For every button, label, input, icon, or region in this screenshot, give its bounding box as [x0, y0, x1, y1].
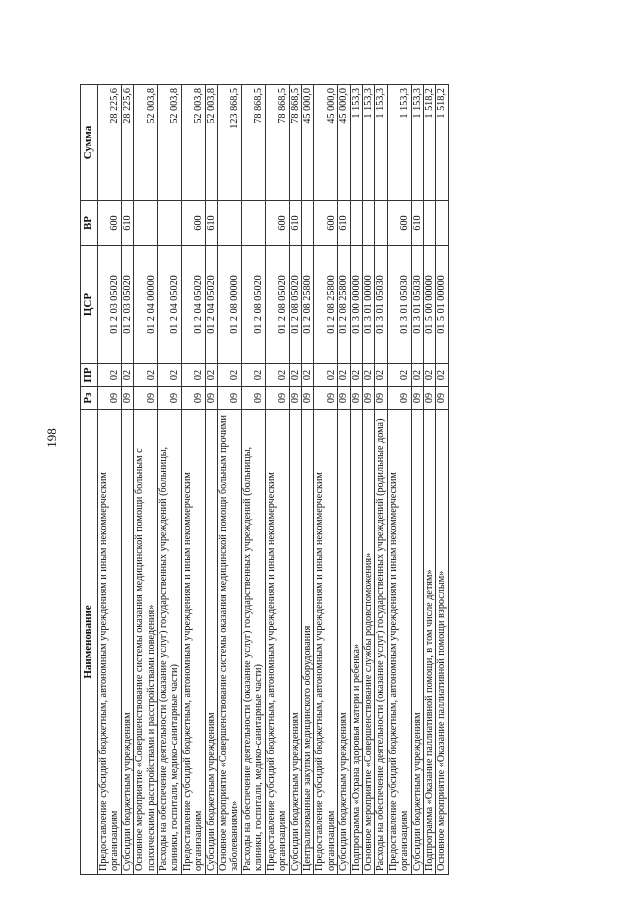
cell-csr: 01 2 08 25800	[338, 246, 350, 364]
cell-vr	[423, 201, 435, 246]
table-row	[289, 85, 301, 875]
cell-vr	[350, 201, 362, 246]
cell-name: Подпрограмма «Оказание паллиативной помощи, в том числе детям»	[423, 410, 435, 875]
header-rz: Рз	[81, 387, 98, 410]
cell-vr	[218, 201, 242, 246]
cell-csr: 01 2 03 05020	[98, 246, 122, 364]
cell-name: Основное мероприятие «Совершенствование службы родовспоможения»	[362, 410, 374, 875]
cell-rz: 09	[423, 387, 435, 410]
table-row	[134, 85, 158, 875]
cell-rz: 09	[362, 387, 374, 410]
table-row	[158, 85, 182, 875]
cell-csr: 01 2 04 05020	[205, 246, 217, 364]
cell-rz: 09	[411, 387, 423, 410]
table-row	[362, 85, 374, 875]
cell-csr: 01 2 08 00000	[218, 246, 242, 364]
header-sum: Сумма	[81, 85, 98, 201]
cell-vr	[375, 201, 387, 246]
table-body	[98, 85, 449, 875]
cell-pr: 02	[158, 364, 182, 387]
cell-sum: 28 225,6	[98, 85, 122, 201]
page-number: 198	[44, 428, 59, 448]
cell-vr	[134, 201, 158, 246]
cell-name: Предоставление субсидий бюджетным, автономным учреждениям и иным некоммерческим организациям	[265, 410, 289, 875]
cell-pr: 02	[301, 364, 313, 387]
cell-name: Субсидии бюджетным учреждениям	[289, 410, 301, 875]
cell-name: Подпрограмма «Охрана здоровья матери и ребенка»	[350, 410, 362, 875]
cell-pr: 02	[314, 364, 338, 387]
cell-rz: 09	[134, 387, 158, 410]
cell-pr: 02	[423, 364, 435, 387]
table-row	[436, 85, 448, 875]
cell-rz: 09	[181, 387, 205, 410]
cell-name: Основное мероприятие «Совершенствование системы оказания медицинской помощи больным прочими заболеваниями»	[218, 410, 242, 875]
cell-vr: 600	[181, 201, 205, 246]
table-row	[314, 85, 338, 875]
table-row	[338, 85, 350, 875]
table-row	[265, 85, 289, 875]
cell-vr: 600	[387, 201, 411, 246]
cell-sum: 1 518,2	[436, 85, 448, 201]
cell-rz: 09	[158, 387, 182, 410]
cell-sum: 1 153,3	[411, 85, 423, 201]
cell-pr: 02	[181, 364, 205, 387]
cell-sum: 52 003,8	[134, 85, 158, 201]
cell-rz: 09	[98, 387, 122, 410]
table-header-row	[81, 85, 98, 875]
cell-name: Предоставление субсидий бюджетным, автономным учреждениям и иным некоммерческим организациям	[98, 410, 122, 875]
cell-pr: 02	[350, 364, 362, 387]
cell-sum: 78 868,5	[265, 85, 289, 201]
cell-name: Предоставление субсидий бюджетным, автономным учреждениям и иным некоммерческим организациям	[181, 410, 205, 875]
cell-pr: 02	[362, 364, 374, 387]
table-row	[218, 85, 242, 875]
cell-sum: 45 000,0	[301, 85, 313, 201]
table-row	[375, 85, 387, 875]
cell-sum: 52 003,8	[205, 85, 217, 201]
cell-name: Централизованные закупки медицинского оборудования	[301, 410, 313, 875]
cell-sum: 52 003,8	[158, 85, 182, 201]
cell-rz: 09	[350, 387, 362, 410]
cell-rz: 09	[289, 387, 301, 410]
cell-csr: 01 5 00 00000	[423, 246, 435, 364]
cell-sum: 1 518,2	[423, 85, 435, 201]
header-csr: ЦСР	[81, 246, 98, 364]
cell-sum: 1 153,3	[375, 85, 387, 201]
cell-rz: 09	[436, 387, 448, 410]
cell-name: Расходы на обеспечение деятельности (оказание услуг) государственных учреждений (больницы, клиники, госпитали, медико-санитарные части)	[158, 410, 182, 875]
cell-sum: 45 000,0	[314, 85, 338, 201]
cell-csr: 01 3 01 05030	[387, 246, 411, 364]
cell-csr: 01 5 01 00000	[436, 246, 448, 364]
table-row	[411, 85, 423, 875]
cell-pr: 02	[205, 364, 217, 387]
table-row	[121, 85, 133, 875]
cell-sum: 1 153,3	[350, 85, 362, 201]
cell-csr: 01 3 01 00000	[362, 246, 374, 364]
cell-vr: 610	[121, 201, 133, 246]
cell-csr: 01 3 00 00000	[350, 246, 362, 364]
cell-pr: 02	[338, 364, 350, 387]
cell-csr: 01 2 08 25800	[314, 246, 338, 364]
cell-csr: 01 3 01 05030	[411, 246, 423, 364]
cell-vr	[241, 201, 265, 246]
cell-csr: 01 2 08 05020	[241, 246, 265, 364]
cell-pr: 02	[241, 364, 265, 387]
cell-sum: 52 003,8	[181, 85, 205, 201]
cell-csr: 01 2 03 05020	[121, 246, 133, 364]
cell-vr: 610	[205, 201, 217, 246]
cell-csr: 01 2 08 05020	[289, 246, 301, 364]
table-row	[205, 85, 217, 875]
cell-name: Основное мероприятие «Оказание паллиативной помощи взрослым»	[436, 410, 448, 875]
cell-vr: 600	[265, 201, 289, 246]
cell-vr	[301, 201, 313, 246]
header-pr: ПР	[81, 364, 98, 387]
cell-vr: 610	[338, 201, 350, 246]
cell-csr: 01 2 04 00000	[134, 246, 158, 364]
table-row	[387, 85, 411, 875]
cell-vr: 600	[98, 201, 122, 246]
table-row	[423, 85, 435, 875]
cell-vr: 610	[289, 201, 301, 246]
cell-sum: 28 225,6	[121, 85, 133, 201]
cell-rz: 09	[241, 387, 265, 410]
cell-pr: 02	[134, 364, 158, 387]
cell-pr: 02	[411, 364, 423, 387]
cell-pr: 02	[218, 364, 242, 387]
cell-vr	[436, 201, 448, 246]
cell-name: Основное мероприятие «Совершенствование системы оказания медицинской помощи больным с психическими расстройствами и расстройствами поведения»	[134, 410, 158, 875]
cell-sum: 123 868,5	[218, 85, 242, 201]
budget-table	[80, 84, 449, 875]
cell-csr: 01 3 01 05030	[375, 246, 387, 364]
table-row	[181, 85, 205, 875]
cell-name: Субсидии бюджетным учреждениям	[205, 410, 217, 875]
cell-vr	[158, 201, 182, 246]
cell-rz: 09	[387, 387, 411, 410]
cell-name: Предоставление субсидий бюджетным, автономным учреждениям и иным некоммерческим организациям	[387, 410, 411, 875]
cell-rz: 09	[265, 387, 289, 410]
cell-pr: 02	[121, 364, 133, 387]
cell-rz: 09	[314, 387, 338, 410]
table-row	[350, 85, 362, 875]
table-row	[98, 85, 122, 875]
cell-rz: 09	[375, 387, 387, 410]
cell-name: Субсидии бюджетным учреждениям	[338, 410, 350, 875]
header-name: Наименование	[81, 410, 98, 875]
cell-sum: 1 153,3	[362, 85, 374, 201]
cell-vr: 600	[314, 201, 338, 246]
cell-name: Расходы на обеспечение деятельности (оказание услуг) государственных учреждений (больницы, клиники, госпитали, медико-санитарные части)	[241, 410, 265, 875]
cell-sum: 45 000,0	[338, 85, 350, 201]
cell-rz: 09	[205, 387, 217, 410]
cell-sum: 1 153,3	[387, 85, 411, 201]
cell-pr: 02	[387, 364, 411, 387]
cell-csr: 01 2 08 25800	[301, 246, 313, 364]
cell-vr: 610	[411, 201, 423, 246]
cell-pr: 02	[289, 364, 301, 387]
cell-rz: 09	[338, 387, 350, 410]
cell-rz: 09	[121, 387, 133, 410]
cell-name: Расходы на обеспечение деятельности (оказание услуг) государственных учреждений (родильные дома)	[375, 410, 387, 875]
cell-csr: 01 2 08 05020	[265, 246, 289, 364]
cell-vr	[362, 201, 374, 246]
cell-pr: 02	[265, 364, 289, 387]
cell-sum: 78 868,5	[289, 85, 301, 201]
cell-pr: 02	[436, 364, 448, 387]
cell-csr: 01 2 04 05020	[181, 246, 205, 364]
cell-rz: 09	[301, 387, 313, 410]
cell-sum: 78 868,5	[241, 85, 265, 201]
header-vr: ВР	[81, 201, 98, 246]
cell-rz: 09	[218, 387, 242, 410]
cell-csr: 01 2 04 05020	[158, 246, 182, 364]
cell-pr: 02	[375, 364, 387, 387]
cell-name: Предоставление субсидий бюджетным, автономным учреждениям и иным некоммерческим организациям	[314, 410, 338, 875]
cell-name: Субсидии бюджетным учреждениям	[411, 410, 423, 875]
cell-name: Субсидии бюджетным учреждениям	[121, 410, 133, 875]
table-row	[301, 85, 313, 875]
rotated-page-content	[80, 85, 550, 875]
cell-pr: 02	[98, 364, 122, 387]
table-row	[241, 85, 265, 875]
